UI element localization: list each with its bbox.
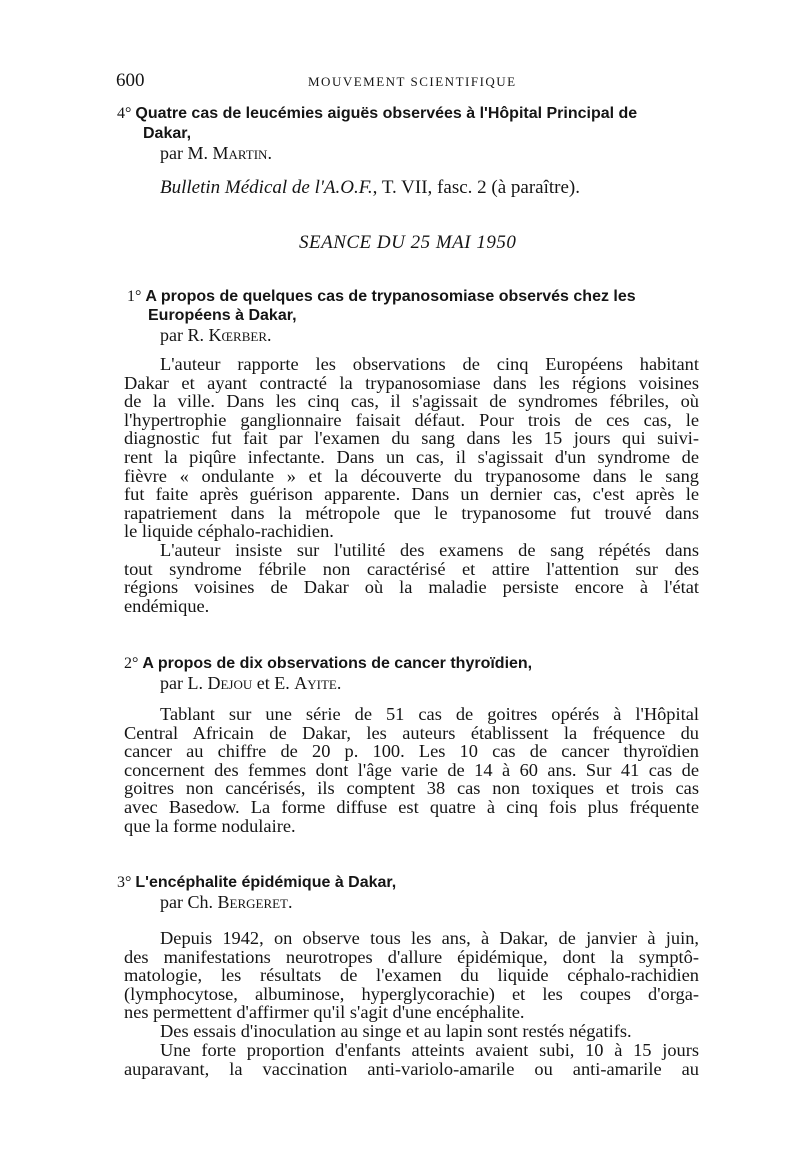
text-line: auparavant, la vaccination anti-variolo-amarile ou anti-amarile au (124, 1058, 699, 1079)
author-name: Ayite. (294, 673, 342, 693)
author-byline (160, 143, 272, 164)
author-byline (160, 673, 341, 694)
author-name: Bergeret. (217, 892, 293, 912)
text-line: goitres non cancérisés, ils comptent 38 cas non toxiques et trois cas (124, 778, 699, 799)
text-line: diagnostic fut fait par l'examen du sang dans les 15 jours qui suivi- (124, 428, 699, 449)
journal-name: Bulletin Médical de l'A.O.F. (160, 177, 373, 198)
text-line: Depuis 1942, on observe tous les ans, à Dakar, de janvier à juin, (160, 928, 699, 948)
article-heading (127, 287, 636, 306)
article-title-line: A propos de dix observations de cancer thyroïdien, (142, 655, 533, 672)
article-title-line: Européens à Dakar, (148, 307, 297, 324)
article-paragraph (124, 355, 699, 541)
author-mid: et E. (256, 673, 290, 693)
text-line: fièvre « ondulante » et la découverte du trypanosome dans le sang (124, 465, 699, 486)
author-prefix: par Ch. (160, 892, 213, 912)
text-line: avec Basedow. La forme diffuse est quatre à cinq fois plus fréquente (124, 796, 699, 817)
text-line: nes permettent d'affirmer qu'il s'agit d'une encéphalite. (124, 1002, 525, 1023)
text-line: L'auteur rapporte les observations de cinq Européens habitant (160, 354, 699, 374)
article-number: 1° (127, 288, 142, 305)
text-line: concernent des femmes dont l'âge varie de 14 à 60 ans. Sur 41 cas de (124, 759, 699, 780)
text-line: matologie, les résultats de l'examen du liquide céphalo-rachidien (124, 965, 699, 986)
article-title-line: A propos de quelques cas de trypanosomiase observés chez les (145, 288, 636, 305)
article-paragraph (124, 541, 699, 615)
text-line: le liquide céphalo-rachidien. (124, 521, 334, 542)
text-line: L'auteur insiste sur l'utilité des examens de sang répétés dans (160, 540, 699, 560)
running-title: MOUVEMENT SCIENTIFIQUE (308, 74, 517, 89)
text-line: cancer au chiffre de 20 p. 100. Les 10 cas de cancer thyroïdien (124, 741, 699, 762)
author-byline (160, 892, 293, 913)
journal-reference (160, 177, 580, 199)
text-line: tout syndrome fébrile non caractérisé et attire l'attention sur des (124, 558, 699, 579)
text-line: rapatriement dans la métropole que le trypanosome fut trouvé dans (124, 502, 699, 523)
text-line: endémique. (124, 595, 210, 616)
text-line: Central Africain de Dakar, les auteurs établissent la fréquence du (124, 722, 699, 743)
text-line: Tablant sur une série de 51 cas de goitres opérés à l'Hôpital (160, 704, 699, 724)
author-name: Kœrber. (208, 325, 272, 345)
article-heading (117, 873, 396, 892)
text-line: (lymphocytose, albuminose, hyperglycorachie) et les coupes d'orga- (124, 983, 699, 1004)
article-paragraph (124, 1022, 699, 1041)
section-heading (117, 104, 637, 123)
text-line: fut faite après guérison apparente. Dans un dernier cas, c'est après le (124, 484, 699, 505)
section-title-line: Dakar, (143, 125, 192, 142)
text-line: rent la piqûre infectante. Dans un cas, il s'agissait d'un syndrome de (124, 446, 699, 467)
article-heading (124, 654, 532, 673)
seance-title: SEANCE DU 25 MAI 1950 (299, 232, 517, 253)
section-number: 4° (117, 105, 132, 122)
text-line: l'hypertrophie ganglionnaire faisait défaut. Pour trois de ces cas, le (124, 409, 699, 430)
page-number: 600 (116, 70, 145, 91)
author-prefix: par R. (160, 325, 204, 345)
article-title-line: L'encéphalite épidémique à Dakar, (135, 874, 397, 891)
text-line: Des essais d'inoculation au singe et au lapin sont restés négatifs. (160, 1021, 632, 1041)
author-prefix: par M. (160, 143, 208, 163)
text-line: que la forme nodulaire. (124, 815, 296, 836)
article-paragraph (124, 705, 699, 835)
text-line: régions voisines de Dakar où la maladie persiste encore à l'état (124, 577, 699, 598)
text-line: Dakar et ayant contracté la trypanosomiase dans les régions voisines (124, 372, 699, 393)
author-prefix: par L. (160, 673, 203, 693)
text-line: des manifestations neurotropes d'allure épidémique, dont la symptô- (124, 946, 699, 967)
article-paragraph (124, 929, 699, 1022)
text-line: de la ville. Dans les cinq cas, il s'agissait de syndromes fébriles, où (124, 391, 699, 412)
article-number: 2° (124, 655, 139, 672)
section-title-line: Quatre cas de leucémies aiguës observées à l'Hôpital Principal de (135, 105, 638, 122)
author-name: Dejou (207, 673, 253, 693)
journal-details: , T. VII, fasc. 2 (à paraître). (372, 177, 580, 198)
article-number: 3° (117, 874, 132, 891)
author-name: Martin. (212, 143, 272, 163)
article-paragraph (124, 1041, 699, 1078)
text-line: Une forte proportion d'enfants atteints avaient subi, 10 à 15 jours (160, 1040, 699, 1060)
author-byline (160, 325, 272, 346)
